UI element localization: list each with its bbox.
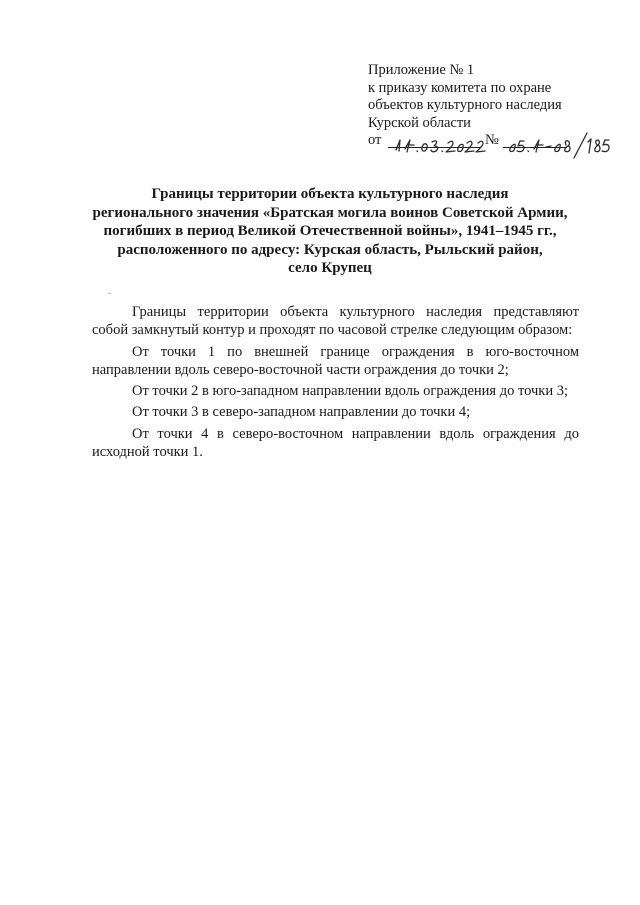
handwritten-date-and-number	[388, 131, 608, 165]
number-label: №	[485, 132, 499, 148]
body-paragraph-point-1: От точки 1 по внешней границе ограждения в юго-восточном направлении вдоль северо-восточной части ограждения до точки 2;	[92, 343, 579, 378]
scan-speck	[108, 293, 111, 294]
body-paragraph-intro: Границы территории объекта культурного наследия представляют собой замкнутый контур и проходят по часовой стрелке следующим образом:	[92, 304, 579, 339]
appendix-line-committee: объектов культурного наследия	[368, 97, 562, 113]
body-paragraph-point-3: От точки 3 в северо-западном направлении до точки 4;	[132, 404, 471, 421]
body-paragraph-point-2: От точки 2 в юго-западном направлении вдоль ограждения до точки 3;	[132, 383, 568, 400]
document-body	[92, 303, 579, 464]
body-paragraph-point-4: От точки 4 в северо-восточном направлении вдоль ограждения до исходной точки 1.	[92, 425, 579, 461]
appendix-line-order: к приказу комитета по охране	[368, 79, 552, 96]
appendix-line-region: Курской области	[368, 114, 471, 131]
appendix-title: Приложение № 1	[368, 62, 475, 78]
title-line: расположенного по адресу: Курская область, Рыльский район,	[117, 241, 543, 258]
title-line: погибших в период Великой Отечественной войны», 1941–1945 гг.,	[103, 223, 557, 239]
title-line: регионального значения «Братская могила воинов Советской Армии,	[92, 204, 568, 221]
from-label: от	[368, 132, 382, 148]
title-line: Границы территории объекта культурного наследия	[151, 186, 509, 202]
title-line: село Крупец	[288, 260, 372, 276]
document-title	[80, 185, 580, 278]
